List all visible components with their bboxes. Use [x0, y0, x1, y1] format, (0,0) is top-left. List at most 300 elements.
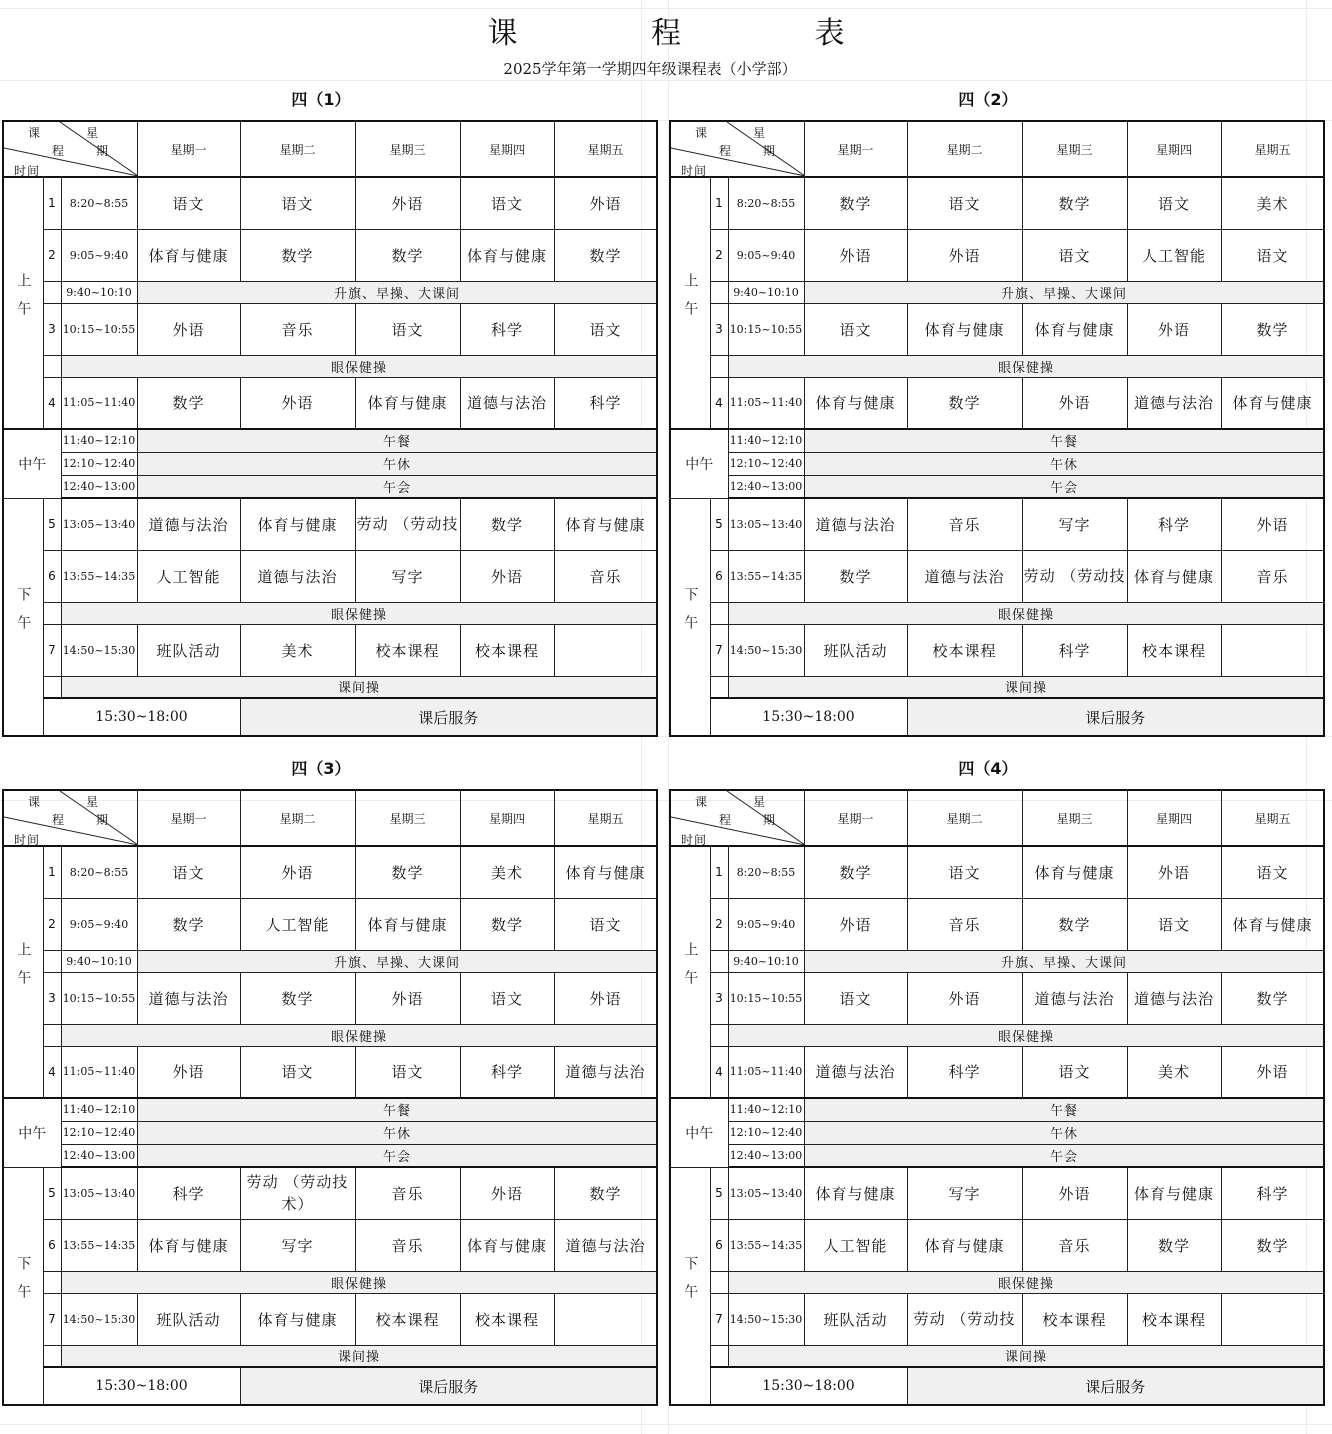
subject-cell: 校本课程	[1127, 1293, 1221, 1345]
band-time: 12:10~12:40	[61, 1121, 137, 1144]
period-row	[3, 624, 657, 676]
subject-cell: 道德与法治	[804, 1046, 907, 1098]
period-number: 3	[43, 972, 61, 1024]
meeting-band: 午会	[804, 1144, 1324, 1167]
period-time: 14:50~15:30	[61, 624, 137, 676]
corner-cell	[670, 121, 804, 177]
period-number: 3	[710, 972, 728, 1024]
subject-cell: 语文	[137, 846, 240, 898]
period-number: 1	[43, 177, 61, 229]
band-time: 9:40~10:10	[728, 950, 804, 972]
subject-cell: 数学	[804, 177, 907, 229]
subject-cell: 音乐	[355, 1167, 460, 1219]
subject-cell: 道德与法治	[907, 550, 1022, 602]
page-subtitle: 2025学年第一学期四年级课程表（小学部）	[503, 60, 797, 78]
after-school-service: 课后服务	[907, 698, 1324, 736]
corner-qi: 期	[763, 144, 777, 158]
noon-row	[3, 475, 657, 498]
band-row	[3, 1024, 657, 1046]
subject-cell: 外语	[1127, 303, 1221, 355]
period-row	[670, 624, 1324, 676]
period-number: 4	[710, 1046, 728, 1098]
subject-cell: 体育与健康	[355, 377, 460, 429]
subject-cell: 写字	[907, 1167, 1022, 1219]
subject-cell: 数学	[137, 898, 240, 950]
period-time: 13:05~13:40	[61, 498, 137, 550]
subject-cell: 道德与法治	[137, 972, 240, 1024]
corner-cell	[670, 790, 804, 846]
corner-cell	[3, 121, 137, 177]
band-time: 12:40~13:00	[728, 1144, 804, 1167]
noon-row	[670, 429, 1324, 452]
corner-xing: 星	[753, 795, 767, 809]
rest-band: 午休	[804, 452, 1324, 475]
subject-cell: 外语	[240, 846, 355, 898]
after-school-time: 15:30~18:00	[43, 1367, 240, 1405]
band-row	[3, 950, 657, 972]
period-number: 4	[43, 1046, 61, 1098]
eye-exercise-band: 眼保健操	[61, 1024, 657, 1046]
after-school-row	[3, 698, 657, 736]
class-title: 四（2）	[958, 90, 1018, 109]
subject-cell: 劳动 （劳动技	[907, 1293, 1022, 1345]
period-number: 1	[710, 177, 728, 229]
subject-cell: 写字	[355, 550, 460, 602]
noon-row	[3, 1098, 657, 1121]
period-row	[670, 1046, 1324, 1098]
after-school-time: 15:30~18:00	[710, 1367, 907, 1405]
day-header: 星期五	[554, 790, 657, 846]
subject-cell: 语文	[355, 1046, 460, 1098]
eye-exercise-band: 眼保健操	[61, 602, 657, 624]
timetable	[669, 120, 1325, 737]
subject-cell	[1221, 624, 1324, 676]
recess-band: 课间操	[728, 1345, 1324, 1367]
period-time: 11:05~11:40	[728, 1046, 804, 1098]
corner-ke: 课	[695, 126, 709, 140]
segment-noon: 中午	[3, 429, 61, 498]
corner-ke: 课	[695, 795, 709, 809]
band-row	[670, 1271, 1324, 1293]
segment-morning: 上午	[3, 846, 43, 1098]
band-row	[670, 355, 1324, 377]
day-header: 星期二	[907, 790, 1022, 846]
band-row	[3, 355, 657, 377]
period-time: 8:20~8:55	[61, 846, 137, 898]
subject-cell: 外语	[460, 1167, 554, 1219]
after-school-row	[670, 1367, 1324, 1405]
segment-morning: 上午	[3, 177, 43, 429]
band-time: 9:40~10:10	[728, 281, 804, 303]
period-time: 13:05~13:40	[61, 1167, 137, 1219]
subject-cell: 班队活动	[804, 1293, 907, 1345]
subject-cell: 体育与健康	[907, 1219, 1022, 1271]
period-row	[3, 846, 657, 898]
subject-cell: 道德与法治	[240, 550, 355, 602]
subject-cell: 数学	[240, 972, 355, 1024]
period-row	[670, 377, 1324, 429]
subject-cell: 外语	[137, 1046, 240, 1098]
subject-cell: 语文	[1127, 898, 1221, 950]
band-row	[3, 676, 657, 698]
subject-cell: 科学	[137, 1167, 240, 1219]
subject-cell: 校本课程	[355, 1293, 460, 1345]
period-time: 10:15~10:55	[728, 303, 804, 355]
period-row	[3, 229, 657, 281]
segment-afternoon: 下午	[670, 1167, 710, 1405]
subject-cell: 道德与法治	[460, 377, 554, 429]
period-time: 13:55~14:35	[61, 550, 137, 602]
period-row	[3, 898, 657, 950]
subject-cell: 外语	[907, 972, 1022, 1024]
segment-afternoon: 下午	[670, 498, 710, 736]
band-row	[3, 1345, 657, 1367]
band-time: 9:40~10:10	[61, 950, 137, 972]
subject-cell: 音乐	[1022, 1219, 1127, 1271]
subject-cell: 劳动 （劳动技术）	[240, 1167, 355, 1219]
subject-cell: 数学	[907, 377, 1022, 429]
subject-cell: 体育与健康	[1127, 1167, 1221, 1219]
subject-cell: 体育与健康	[460, 229, 554, 281]
corner-cheng: 程	[52, 144, 66, 158]
subject-cell: 数学	[1127, 1219, 1221, 1271]
day-header: 星期四	[1127, 121, 1221, 177]
subject-cell: 道德与法治	[1127, 972, 1221, 1024]
subject-cell: 语文	[460, 972, 554, 1024]
period-time: 9:05~9:40	[61, 229, 137, 281]
subject-cell: 美术	[1127, 1046, 1221, 1098]
band-row	[670, 1024, 1324, 1046]
segment-afternoon: 下午	[3, 1167, 43, 1405]
noon-row	[670, 1121, 1324, 1144]
period-number: 7	[710, 624, 728, 676]
assembly-band: 升旗、早操、大课间	[137, 281, 657, 303]
band-time: 11:40~12:10	[728, 1098, 804, 1121]
subject-cell: 数学	[460, 498, 554, 550]
subject-cell: 体育与健康	[554, 846, 657, 898]
subject-cell: 校本课程	[460, 1293, 554, 1345]
subject-cell: 外语	[137, 303, 240, 355]
subject-cell: 道德与法治	[137, 498, 240, 550]
subject-cell: 数学	[804, 550, 907, 602]
noon-row	[670, 1098, 1324, 1121]
day-header: 星期一	[804, 790, 907, 846]
corner-cheng: 程	[52, 813, 66, 827]
day-header: 星期四	[460, 121, 554, 177]
corner-cheng: 程	[719, 813, 733, 827]
noon-row	[670, 1144, 1324, 1167]
corner-xing: 星	[86, 126, 100, 140]
period-number: 6	[43, 1219, 61, 1271]
band-time: 11:40~12:10	[61, 429, 137, 452]
segment-noon: 中午	[3, 1098, 61, 1167]
band-time: 12:10~12:40	[61, 452, 137, 475]
header-row	[3, 121, 657, 177]
day-header: 星期二	[240, 121, 355, 177]
subject-cell: 语文	[1221, 229, 1324, 281]
band-row	[670, 1345, 1324, 1367]
assembly-band: 升旗、早操、大课间	[804, 281, 1324, 303]
eye-exercise-band: 眼保健操	[61, 1271, 657, 1293]
subject-cell: 外语	[1127, 846, 1221, 898]
period-row	[670, 1293, 1324, 1345]
day-header: 星期三	[1022, 121, 1127, 177]
subject-cell: 体育与健康	[1127, 550, 1221, 602]
subject-cell: 科学	[460, 1046, 554, 1098]
subject-cell: 数学	[804, 846, 907, 898]
subject-cell: 体育与健康	[355, 898, 460, 950]
schedule-class-3	[2, 749, 646, 1409]
period-time: 10:15~10:55	[728, 972, 804, 1024]
corner-time: 时间	[681, 833, 708, 846]
lunch-band: 午餐	[804, 429, 1324, 452]
corner-xing: 星	[86, 795, 100, 809]
day-header: 星期四	[1127, 790, 1221, 846]
subject-cell: 班队活动	[804, 624, 907, 676]
period-number: 1	[43, 846, 61, 898]
period-row	[3, 303, 657, 355]
subject-cell: 外语	[804, 229, 907, 281]
subject-cell	[554, 1293, 657, 1345]
period-number: 2	[710, 898, 728, 950]
subject-cell	[554, 624, 657, 676]
corner-cell	[3, 790, 137, 846]
recess-band: 课间操	[61, 1345, 657, 1367]
period-time: 13:55~14:35	[61, 1219, 137, 1271]
segment-morning: 上午	[670, 177, 710, 429]
subject-cell: 体育与健康	[240, 498, 355, 550]
subject-cell: 语文	[554, 303, 657, 355]
subject-cell: 数学	[1221, 1219, 1324, 1271]
class-title: 四（3）	[291, 759, 351, 778]
corner-time: 时间	[14, 833, 41, 846]
eye-exercise-band: 眼保健操	[728, 1271, 1324, 1293]
period-time: 8:20~8:55	[728, 846, 804, 898]
band-row	[670, 676, 1324, 698]
subject-cell: 体育与健康	[804, 1167, 907, 1219]
subject-cell: 音乐	[554, 550, 657, 602]
subject-cell: 音乐	[240, 303, 355, 355]
subject-cell: 美术	[1221, 177, 1324, 229]
recess-band: 课间操	[728, 676, 1324, 698]
after-school-row	[670, 698, 1324, 736]
corner-xing: 星	[753, 126, 767, 140]
band-time: 9:40~10:10	[61, 281, 137, 303]
period-time: 13:05~13:40	[728, 498, 804, 550]
subject-cell: 体育与健康	[554, 498, 657, 550]
period-row	[670, 898, 1324, 950]
period-time: 14:50~15:30	[728, 1293, 804, 1345]
subject-cell: 道德与法治	[554, 1046, 657, 1098]
period-time: 9:05~9:40	[728, 898, 804, 950]
subject-cell: 外语	[460, 550, 554, 602]
segment-afternoon: 下午	[3, 498, 43, 736]
subject-cell: 语文	[1022, 1046, 1127, 1098]
day-header: 星期三	[355, 790, 460, 846]
subject-cell: 校本课程	[460, 624, 554, 676]
timetable	[669, 789, 1325, 1406]
subject-cell: 劳动 （劳动技	[1022, 550, 1127, 602]
subject-cell: 道德与法治	[804, 498, 907, 550]
subject-cell: 外语	[907, 229, 1022, 281]
period-number: 5	[710, 1167, 728, 1219]
period-number: 2	[43, 229, 61, 281]
subject-cell: 语文	[1022, 229, 1127, 281]
meeting-band: 午会	[804, 475, 1324, 498]
subject-cell: 体育与健康	[1221, 898, 1324, 950]
period-time: 14:50~15:30	[728, 624, 804, 676]
subject-cell: 语文	[804, 972, 907, 1024]
subject-cell: 语文	[460, 177, 554, 229]
subject-cell: 外语	[1221, 498, 1324, 550]
subject-cell: 外语	[1022, 1167, 1127, 1219]
subject-cell: 体育与健康	[137, 1219, 240, 1271]
eye-exercise-band: 眼保健操	[61, 355, 657, 377]
period-time: 13:55~14:35	[728, 1219, 804, 1271]
period-row	[670, 972, 1324, 1024]
subject-cell: 音乐	[1221, 550, 1324, 602]
band-time: 12:40~13:00	[728, 475, 804, 498]
subject-cell: 体育与健康	[1022, 303, 1127, 355]
assembly-band: 升旗、早操、大课间	[137, 950, 657, 972]
segment-noon: 中午	[670, 1098, 728, 1167]
day-header: 星期五	[1221, 790, 1324, 846]
after-school-service: 课后服务	[907, 1367, 1324, 1405]
rest-band: 午休	[137, 1121, 657, 1144]
period-row	[670, 1167, 1324, 1219]
period-time: 11:05~11:40	[61, 1046, 137, 1098]
period-number: 7	[43, 1293, 61, 1345]
corner-time: 时间	[681, 164, 708, 177]
subject-cell: 科学	[1022, 624, 1127, 676]
period-row	[670, 550, 1324, 602]
corner-qi: 期	[96, 144, 110, 158]
period-row	[670, 303, 1324, 355]
subject-cell: 科学	[1221, 1167, 1324, 1219]
period-number: 2	[43, 898, 61, 950]
subject-cell: 语文	[907, 177, 1022, 229]
period-time: 13:05~13:40	[728, 1167, 804, 1219]
subject-cell: 校本课程	[355, 624, 460, 676]
period-row	[670, 498, 1324, 550]
noon-row	[3, 429, 657, 452]
band-time: 11:40~12:10	[61, 1098, 137, 1121]
subject-cell: 人工智能	[240, 898, 355, 950]
subject-cell: 外语	[355, 972, 460, 1024]
subject-cell: 语文	[240, 177, 355, 229]
day-header: 星期一	[804, 121, 907, 177]
subject-cell: 班队活动	[137, 624, 240, 676]
period-number: 6	[43, 550, 61, 602]
lunch-band: 午餐	[137, 429, 657, 452]
subject-cell: 班队活动	[137, 1293, 240, 1345]
period-time: 9:05~9:40	[728, 229, 804, 281]
period-row	[670, 846, 1324, 898]
period-number: 3	[43, 303, 61, 355]
corner-ke: 课	[28, 126, 42, 140]
subject-cell: 数学	[355, 229, 460, 281]
band-row	[670, 281, 1324, 303]
day-header: 星期四	[460, 790, 554, 846]
period-time: 11:05~11:40	[61, 377, 137, 429]
subject-cell: 写字	[240, 1219, 355, 1271]
corner-cheng: 程	[719, 144, 733, 158]
subject-cell: 校本课程	[907, 624, 1022, 676]
schedule-class-1	[2, 80, 646, 740]
subject-cell: 语文	[240, 1046, 355, 1098]
subject-cell: 道德与法治	[1127, 377, 1221, 429]
period-row	[670, 177, 1324, 229]
page-title: 课 程 表	[487, 16, 907, 51]
subject-cell: 语文	[355, 303, 460, 355]
period-row	[670, 229, 1324, 281]
band-time: 12:40~13:00	[61, 1144, 137, 1167]
corner-qi: 期	[763, 813, 777, 827]
subject-cell: 音乐	[907, 498, 1022, 550]
period-row	[3, 1046, 657, 1098]
period-number: 4	[710, 377, 728, 429]
period-time: 9:05~9:40	[61, 898, 137, 950]
period-number: 5	[43, 498, 61, 550]
subject-cell: 语文	[137, 177, 240, 229]
rest-band: 午休	[804, 1121, 1324, 1144]
period-number: 1	[710, 846, 728, 898]
day-header: 星期一	[137, 121, 240, 177]
period-number: 7	[43, 624, 61, 676]
header-row	[670, 790, 1324, 846]
after-school-time: 15:30~18:00	[43, 698, 240, 736]
noon-row	[670, 452, 1324, 475]
period-row	[670, 1219, 1324, 1271]
subject-cell: 外语	[804, 898, 907, 950]
period-row	[3, 1167, 657, 1219]
subject-cell: 写字	[1022, 498, 1127, 550]
after-school-service: 课后服务	[240, 698, 657, 736]
subject-cell: 体育与健康	[460, 1219, 554, 1271]
lunch-band: 午餐	[137, 1098, 657, 1121]
timetable	[2, 120, 658, 737]
assembly-band: 升旗、早操、大课间	[804, 950, 1324, 972]
subject-cell: 数学	[1022, 898, 1127, 950]
period-row	[3, 972, 657, 1024]
subject-cell: 数学	[240, 229, 355, 281]
noon-row	[3, 1144, 657, 1167]
eye-exercise-band: 眼保健操	[728, 602, 1324, 624]
band-row	[3, 602, 657, 624]
subject-cell: 语文	[907, 846, 1022, 898]
subject-cell: 体育与健康	[907, 303, 1022, 355]
after-school-service: 课后服务	[240, 1367, 657, 1405]
period-number: 6	[710, 550, 728, 602]
band-row	[3, 281, 657, 303]
subject-cell: 外语	[554, 177, 657, 229]
period-number: 7	[710, 1293, 728, 1345]
period-number: 2	[710, 229, 728, 281]
schedule-class-4	[669, 749, 1313, 1409]
subject-cell: 数学	[460, 898, 554, 950]
noon-row	[3, 452, 657, 475]
period-row	[3, 498, 657, 550]
subject-cell: 外语	[1221, 1046, 1324, 1098]
segment-morning: 上午	[670, 846, 710, 1098]
subject-cell: 校本课程	[1022, 1293, 1127, 1345]
recess-band: 课间操	[61, 676, 657, 698]
subject-cell: 体育与健康	[137, 229, 240, 281]
subject-cell: 科学	[554, 377, 657, 429]
lunch-band: 午餐	[804, 1098, 1324, 1121]
noon-row	[3, 1121, 657, 1144]
subject-cell: 体育与健康	[804, 377, 907, 429]
